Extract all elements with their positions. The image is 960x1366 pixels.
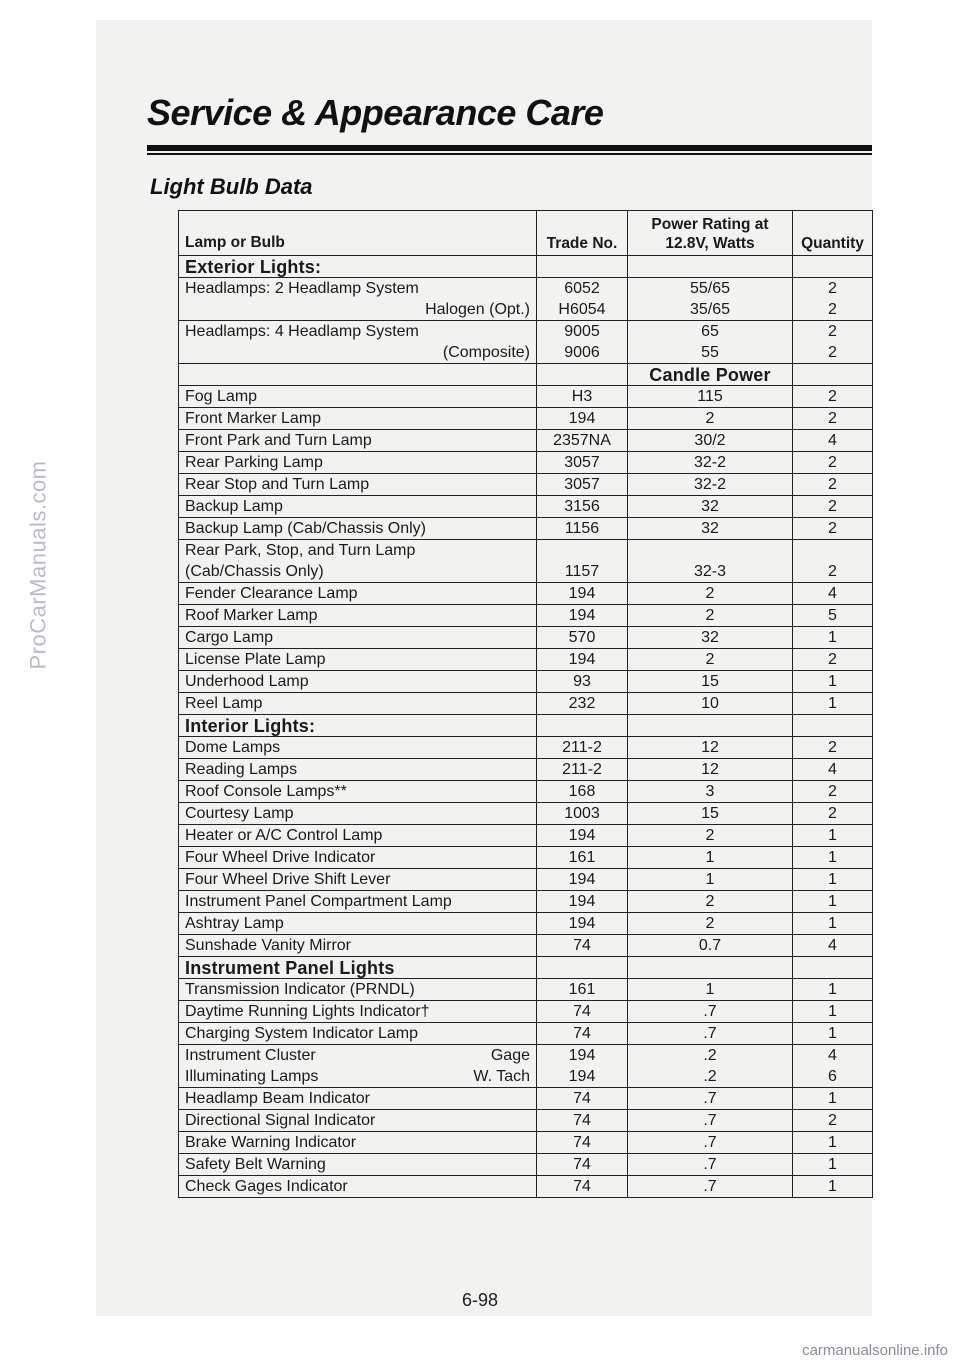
cell-trade: 1157	[537, 540, 628, 583]
table-row	[179, 1045, 873, 1088]
header-power: Power Rating at 12.8V, Watts	[628, 211, 793, 256]
cell-power: 2	[628, 583, 793, 605]
trade-value: 194	[568, 1047, 596, 1064]
cell-power: 32-3	[628, 540, 793, 583]
cell-trade: 3057	[537, 452, 628, 474]
cell-power: 2	[628, 408, 793, 430]
watermark-text: ProCarManuals.com	[25, 460, 51, 670]
cell-power	[628, 1045, 793, 1088]
panel-rows-2	[179, 1088, 873, 1198]
cell-trade: 2357NA	[537, 430, 628, 452]
cell-trade: 3057	[537, 474, 628, 496]
cell-qty: 2	[793, 781, 873, 803]
exterior-rows	[179, 386, 873, 540]
interior-rows	[179, 737, 873, 957]
cell-trade	[537, 1045, 628, 1088]
cell-qty: 1	[793, 891, 873, 913]
table-row	[179, 540, 873, 583]
cell-power: 12	[628, 759, 793, 781]
cell-lamp: Brake Warning Indicator	[179, 1132, 537, 1154]
table-row	[179, 781, 873, 803]
cell-power: 32	[628, 496, 793, 518]
cell-trade: H3	[537, 386, 628, 408]
table-row	[179, 1132, 873, 1154]
cell-lamp: Front Marker Lamp	[179, 408, 537, 430]
cell-qty: 2	[793, 496, 873, 518]
cell-power: .7	[628, 1023, 793, 1045]
table-row	[179, 869, 873, 891]
cell-trade: 211-2	[537, 759, 628, 781]
cell-qty: 2	[793, 649, 873, 671]
cell-qty: 1	[793, 1132, 873, 1154]
empty-cell	[537, 957, 628, 979]
table-row	[179, 1088, 873, 1110]
cell-lamp: Heater or A/C Control Lamp	[179, 825, 537, 847]
lamp-sub: W. Tach	[473, 1068, 530, 1085]
table-row	[179, 1154, 873, 1176]
cell-power: .7	[628, 1110, 793, 1132]
table-row	[179, 1001, 873, 1023]
cell-qty: 2	[793, 1110, 873, 1132]
cell-power: 2	[628, 825, 793, 847]
cell-power: 2	[628, 913, 793, 935]
cell-qty: 4	[793, 935, 873, 957]
cell-power: 30/2	[628, 430, 793, 452]
exterior-rows-2	[179, 583, 873, 715]
lamp-sub: (Cab/Chassis Only)	[185, 563, 324, 580]
cell-trade	[537, 278, 628, 321]
table-row	[179, 452, 873, 474]
table-row	[179, 496, 873, 518]
table-row	[179, 583, 873, 605]
cell-lamp: Safety Belt Warning	[179, 1154, 537, 1176]
cell-lamp: Ashtray Lamp	[179, 913, 537, 935]
empty-cell	[537, 715, 628, 737]
cell-trade: 74	[537, 1110, 628, 1132]
cell-lamp: Charging System Indicator Lamp	[179, 1023, 537, 1045]
cell-lamp: Courtesy Lamp	[179, 803, 537, 825]
cell-lamp: Check Gages Indicator	[179, 1176, 537, 1198]
cell-trade: 194	[537, 649, 628, 671]
cell-qty: 2	[793, 803, 873, 825]
section-interior: Interior Lights:	[179, 715, 537, 737]
cell-lamp: Dome Lamps	[179, 737, 537, 759]
header-rule-thin	[147, 153, 872, 155]
cell-power: 32	[628, 518, 793, 540]
power-value: 35/65	[689, 301, 731, 318]
trade-value: H6054	[558, 301, 606, 318]
cell-power: 2	[628, 649, 793, 671]
power-value: .2	[703, 1068, 717, 1085]
cell-power: 1	[628, 979, 793, 1001]
cell-power: 12	[628, 737, 793, 759]
section-row	[179, 957, 873, 979]
cell-qty: 2	[793, 386, 873, 408]
cell-trade: 93	[537, 671, 628, 693]
cell-trade: 570	[537, 627, 628, 649]
cell-trade: 1003	[537, 803, 628, 825]
cell-qty: 1	[793, 1001, 873, 1023]
cell-lamp: Roof Marker Lamp	[179, 605, 537, 627]
empty-cell	[628, 256, 793, 278]
cell-qty	[793, 321, 873, 364]
table-row	[179, 474, 873, 496]
cell-power: 1	[628, 847, 793, 869]
lamp-sub: (Composite)	[442, 344, 530, 361]
cell-lamp: Daytime Running Lights Indicator†	[179, 1001, 537, 1023]
cell-trade: 74	[537, 1001, 628, 1023]
power-value: 55/65	[689, 280, 731, 297]
cell-qty: 1	[793, 671, 873, 693]
lamp-name: Headlamps: 4 Headlamp System	[185, 323, 419, 340]
table-row	[179, 627, 873, 649]
empty-cell	[793, 715, 873, 737]
qty-value: 4	[828, 1047, 837, 1064]
table-row	[179, 321, 873, 364]
cell-lamp: Rear Stop and Turn Lamp	[179, 474, 537, 496]
cell-lamp	[179, 321, 537, 364]
cell-qty: 1	[793, 825, 873, 847]
interior-section	[179, 715, 873, 737]
cell-power: 32-2	[628, 474, 793, 496]
table-row	[179, 935, 873, 957]
cell-trade: 74	[537, 935, 628, 957]
cell-lamp: Sunshade Vanity Mirror	[179, 935, 537, 957]
cell-qty: 4	[793, 430, 873, 452]
cell-power: 0.7	[628, 935, 793, 957]
cell-lamp: Reading Lamps	[179, 759, 537, 781]
empty-cell	[537, 256, 628, 278]
table-header-row	[179, 211, 873, 256]
power-value: 65	[701, 323, 719, 340]
cell-power: 3	[628, 781, 793, 803]
cell-trade: 194	[537, 605, 628, 627]
cell-lamp: Transmission Indicator (PRNDL)	[179, 979, 537, 1001]
watermark	[18, 300, 58, 830]
cell-power: 2	[628, 605, 793, 627]
table-row	[179, 847, 873, 869]
cell-trade: 194	[537, 583, 628, 605]
cell-lamp: Fender Clearance Lamp	[179, 583, 537, 605]
table-body	[179, 256, 873, 386]
cell-lamp: Backup Lamp (Cab/Chassis Only)	[179, 518, 537, 540]
power-value: 55	[701, 344, 719, 361]
panel-rows	[179, 979, 873, 1045]
cell-qty: 2	[793, 408, 873, 430]
candle-power-label: Candle Power	[628, 364, 793, 386]
cell-lamp	[179, 1045, 537, 1088]
table-row	[179, 430, 873, 452]
cell-trade: 74	[537, 1023, 628, 1045]
lamp-name: Rear Park, Stop, and Turn Lamp	[185, 542, 416, 559]
section-exterior: Exterior Lights:	[179, 256, 537, 278]
page-number: 6-98	[461, 1290, 499, 1310]
table-row	[179, 825, 873, 847]
lamp-name: Instrument Cluster	[185, 1047, 316, 1064]
cell-power: .7	[628, 1176, 793, 1198]
section-row	[179, 256, 873, 278]
cell-trade: 194	[537, 869, 628, 891]
cell-trade: 168	[537, 781, 628, 803]
table-row	[179, 671, 873, 693]
header-lamp: Lamp or Bulb	[179, 211, 537, 256]
cell-lamp: Headlamp Beam Indicator	[179, 1088, 537, 1110]
cell-power: .7	[628, 1088, 793, 1110]
page-header-title: Service & Appearance Care	[147, 92, 604, 133]
cell-qty: 1	[793, 1154, 873, 1176]
cell-qty: 1	[793, 1088, 873, 1110]
cell-qty: 1	[793, 1023, 873, 1045]
section-row	[179, 715, 873, 737]
cell-power: 115	[628, 386, 793, 408]
empty-cell	[537, 364, 628, 386]
trade-value: 9005	[564, 323, 600, 340]
cell-trade: 74	[537, 1176, 628, 1198]
lamp-name: Illuminating Lamps	[185, 1068, 319, 1085]
table-row	[179, 891, 873, 913]
cell-trade: 3156	[537, 496, 628, 518]
qty-value: 2	[828, 323, 837, 340]
qty-value: 2	[828, 301, 837, 318]
cell-trade: 194	[537, 891, 628, 913]
header-rule-thick	[147, 145, 872, 151]
cell-trade: 74	[537, 1154, 628, 1176]
lamp-sub: Halogen (Opt.)	[425, 301, 530, 318]
table-row	[179, 278, 873, 321]
table-row	[179, 913, 873, 935]
table-row	[179, 1176, 873, 1198]
cell-trade: 74	[537, 1132, 628, 1154]
trade-value: 9006	[564, 344, 600, 361]
lamp-sub: Gage	[490, 1047, 530, 1064]
cell-trade: 232	[537, 693, 628, 715]
cell-power: 15	[628, 803, 793, 825]
cluster-line-2	[185, 1066, 530, 1087]
cell-qty: 2	[793, 474, 873, 496]
empty-cell	[628, 715, 793, 737]
cell-qty: 1	[793, 693, 873, 715]
light-bulb-table	[178, 210, 873, 1198]
empty-cell	[793, 364, 873, 386]
cell-qty: 2	[793, 518, 873, 540]
table-row	[179, 386, 873, 408]
cell-qty: 1	[793, 1176, 873, 1198]
cell-qty	[793, 1045, 873, 1088]
cell-power: 32-2	[628, 452, 793, 474]
cell-qty: 2	[793, 737, 873, 759]
empty-cell	[793, 957, 873, 979]
table-row	[179, 759, 873, 781]
cell-qty: 4	[793, 759, 873, 781]
trade-value: 6052	[564, 280, 600, 297]
cell-qty	[793, 278, 873, 321]
rear-park-block	[179, 540, 873, 583]
cell-lamp: Front Park and Turn Lamp	[179, 430, 537, 452]
cell-lamp	[179, 278, 537, 321]
qty-value: 6	[828, 1068, 837, 1085]
cell-power: .7	[628, 1132, 793, 1154]
cell-qty: 1	[793, 979, 873, 1001]
cell-power: 2	[628, 891, 793, 913]
cell-qty: 4	[793, 583, 873, 605]
table-row	[179, 979, 873, 1001]
cell-power: 1	[628, 869, 793, 891]
table-row	[179, 803, 873, 825]
cell-lamp: Instrument Panel Compartment Lamp	[179, 891, 537, 913]
table-row	[179, 693, 873, 715]
cluster-block	[179, 1045, 873, 1088]
cell-power: 15	[628, 671, 793, 693]
cell-trade: 194	[537, 408, 628, 430]
cell-qty: 2	[793, 540, 873, 583]
table-row	[179, 1110, 873, 1132]
cell-trade: 161	[537, 979, 628, 1001]
cell-qty: 2	[793, 452, 873, 474]
cell-lamp: Cargo Lamp	[179, 627, 537, 649]
cell-qty: 1	[793, 869, 873, 891]
cell-lamp: Fog Lamp	[179, 386, 537, 408]
section-panel: Instrument Panel Lights	[179, 957, 537, 979]
cell-trade: 194	[537, 913, 628, 935]
lamp-name: Headlamps: 2 Headlamp System	[185, 280, 419, 297]
table-row	[179, 605, 873, 627]
table-row	[179, 737, 873, 759]
cell-trade: 194	[537, 825, 628, 847]
cell-power: 10	[628, 693, 793, 715]
header-quantity: Quantity	[793, 211, 873, 256]
cell-lamp: Reel Lamp	[179, 693, 537, 715]
cell-lamp: Roof Console Lamps**	[179, 781, 537, 803]
cell-qty: 5	[793, 605, 873, 627]
table-row	[179, 518, 873, 540]
cell-lamp: Backup Lamp	[179, 496, 537, 518]
panel-section	[179, 957, 873, 979]
cell-power	[628, 278, 793, 321]
cluster-line-1	[185, 1045, 530, 1066]
cell-trade: 161	[537, 847, 628, 869]
empty-cell	[793, 256, 873, 278]
cell-trade	[537, 321, 628, 364]
empty-cell	[628, 957, 793, 979]
table-row	[179, 1023, 873, 1045]
cell-lamp: Four Wheel Drive Shift Lever	[179, 869, 537, 891]
footer-site-watermark: carmanualsonline.info	[802, 1342, 948, 1359]
cell-lamp	[179, 540, 537, 583]
cell-power: .7	[628, 1001, 793, 1023]
cell-trade: 211-2	[537, 737, 628, 759]
header-trade: Trade No.	[537, 211, 628, 256]
section-title: Light Bulb Data	[150, 174, 313, 199]
power-value: .2	[703, 1047, 717, 1064]
candle-power-row	[179, 364, 873, 386]
cell-lamp: Rear Parking Lamp	[179, 452, 537, 474]
cell-trade: 1156	[537, 518, 628, 540]
cell-trade: 74	[537, 1088, 628, 1110]
cell-qty: 1	[793, 627, 873, 649]
empty-cell	[179, 364, 537, 386]
cell-qty: 1	[793, 913, 873, 935]
cell-lamp: Underhood Lamp	[179, 671, 537, 693]
cell-power: .7	[628, 1154, 793, 1176]
cell-power: 32	[628, 627, 793, 649]
qty-value: 2	[828, 344, 837, 361]
cell-lamp: Four Wheel Drive Indicator	[179, 847, 537, 869]
table-row	[179, 649, 873, 671]
cell-qty: 1	[793, 847, 873, 869]
table-row	[179, 408, 873, 430]
qty-value: 2	[828, 280, 837, 297]
cell-lamp: License Plate Lamp	[179, 649, 537, 671]
cell-lamp: Directional Signal Indicator	[179, 1110, 537, 1132]
trade-value: 194	[568, 1068, 596, 1085]
cell-power	[628, 321, 793, 364]
